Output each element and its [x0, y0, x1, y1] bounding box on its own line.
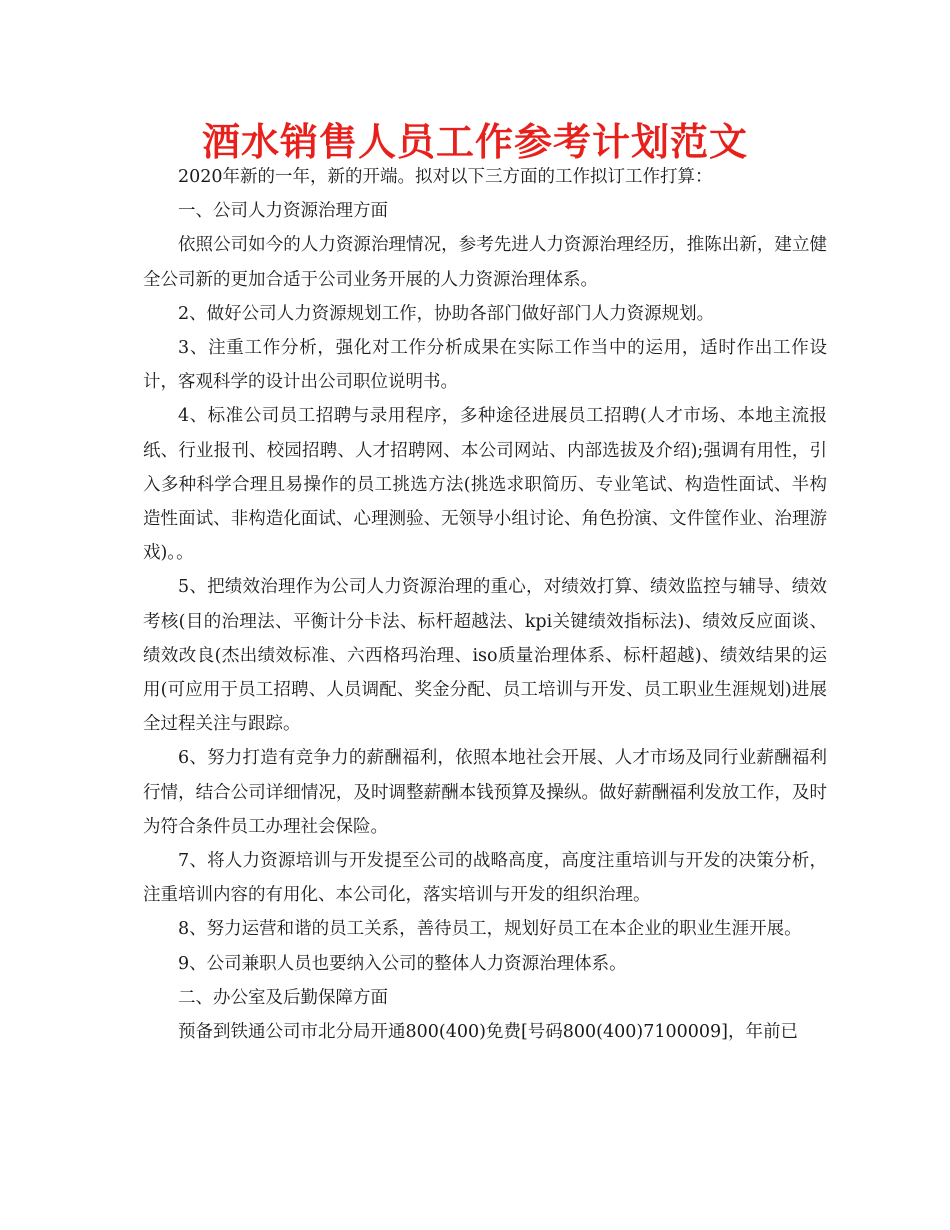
paragraph: 2、做好公司人力资源规划工作，协助各部门做好部门人力资源规划。 — [178, 303, 715, 324]
paragraph: 2020年新的一年，新的开端。拟对以下三方面的工作拟订工作打算： — [178, 167, 713, 187]
section-heading: 二、办公室及后勤保障方面 — [178, 987, 388, 1008]
paragraph: 3、注重工作分析，强化对工作分析成果在实际工作当中的运用，适时作出工作设计，客观科学的设计出公司职位说明书。 — [143, 338, 827, 393]
paragraph: 6、努力打造有竞争力的薪酬福利，依照本地社会开展、人才市场及同行业薪酬福利行情，结合公司详细情况，及时调整薪酬本钱预算及操纵。做好薪酬福利发放工作，及时为符合条件员工办理社会保险。 — [143, 748, 827, 837]
paragraph: 预备到铁通公司市北分局开通800(400)免费[号码800(400)7100009]，年前已 — [178, 1022, 799, 1043]
document-body — [143, 160, 827, 1049]
document-title: 酒水销售人员工作参考计划范文 — [201, 120, 748, 164]
paragraph: 9、公司兼职人员也要纳入公司的整体人力资源治理体系。 — [178, 953, 627, 974]
paragraph: 4、标准公司员工招聘与录用程序，多种途径进展员工招聘(人才市场、本地主流报纸、行业报刊、校园招聘、人才招聘网、本公司网站、内部选拔及介绍);强调有用性，引入多种科学合理且易操作的员工挑选方法(挑选求职简历、专业笔试、构造性面试、半构造性面试、非构造化面试、心理测验、无领导小组讨论、角色扮演、文件筐作业、治理游戏)。。 — [143, 406, 827, 564]
paragraph: 5、把绩效治理作为公司人力资源治理的重心，对绩效打算、绩效监控与辅导、绩效考核(目的治理法、平衡计分卡法、标杆超越法、kpi关键绩效指标法)、绩效反应面谈、绩效改良(杰出绩效标准、六西格玛治理、iso质量治理体系、标杆超越)、绩效结果的运用(可应用于员工招聘、人员调配、奖金分配、员工培训与开发、员工职业生涯规划)进展全过程关注与跟踪。 — [143, 577, 827, 735]
paragraph: 8、努力运营和谐的员工关系，善待员工，规划好员工在本企业的职业生涯开展。 — [178, 919, 802, 940]
section-heading: 一、公司人力资源治理方面 — [178, 201, 388, 222]
paragraph: 7、将人力资源培训与开发提至公司的战略高度，高度注重培训与开发的决策分析，注重培训内容的有用化、本公司化，落实培训与开发的组织治理。 — [143, 851, 827, 906]
paragraph: 依照公司如今的人力资源治理情况，参考先进人力资源治理经历，推陈出新，建立健全公司新的更加合适于公司业务开展的人力资源治理体系。 — [143, 235, 827, 290]
